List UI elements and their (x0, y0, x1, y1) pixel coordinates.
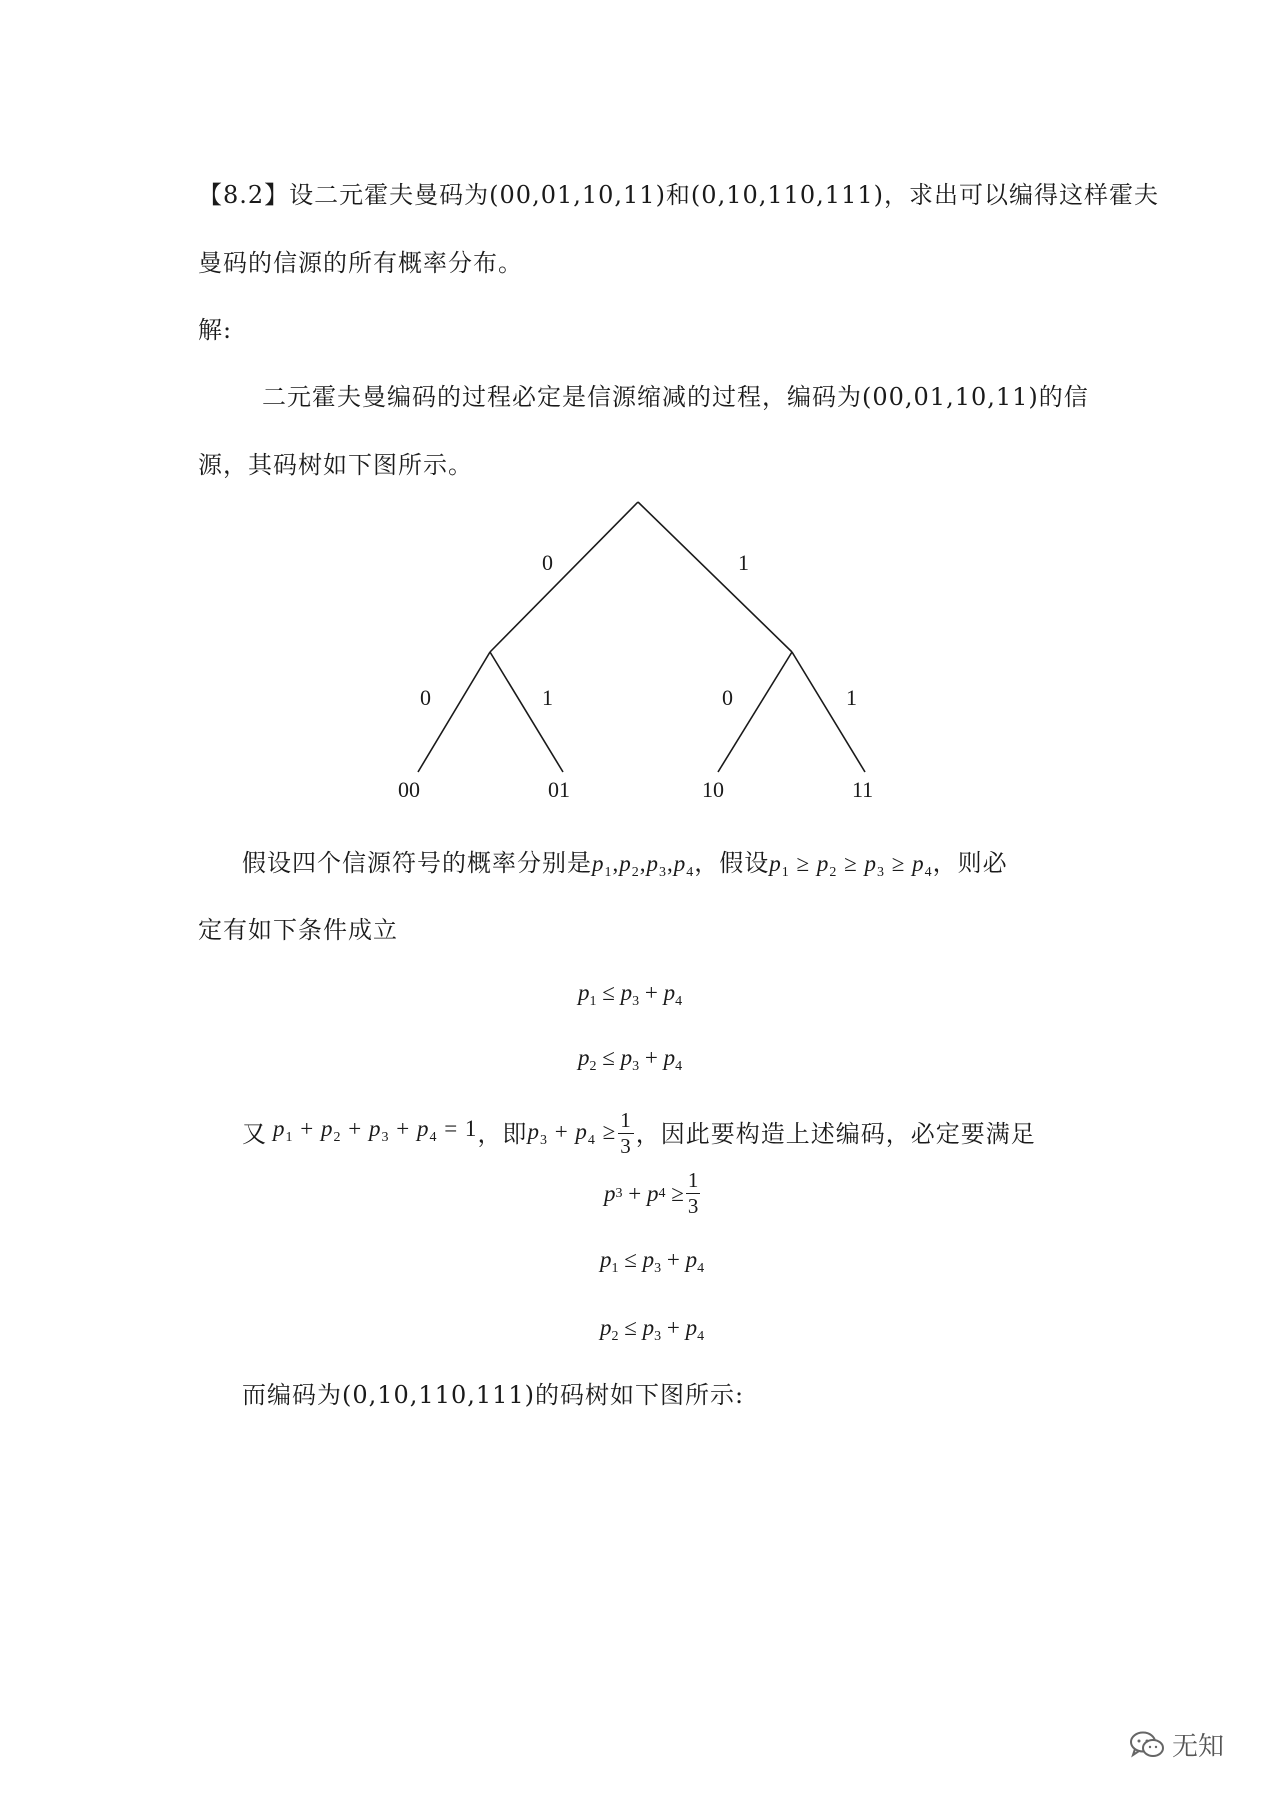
ordering-inequality: $p_1 \ge p_2 \ge p_3 \ge p_4$ (769, 851, 933, 880)
equation-p2-condition-2: $p_2 \le p_3 + p_4$ (600, 1315, 705, 1344)
para2-mid: ，假设 (694, 849, 770, 877)
para2-line-1 (242, 848, 1008, 888)
tree-edge-right-right (792, 652, 865, 772)
para2-intro: 假设四个信源符号的概率分别是 (242, 849, 592, 877)
para3-line (242, 1110, 1036, 1157)
tree-label-left-left: 0 (420, 685, 431, 710)
tree-label-right-left: 0 (722, 685, 733, 710)
solution-label: 解: (198, 316, 233, 344)
tree-edge-left-right (490, 652, 563, 772)
bound-inline: $p_3 + p_4$ ≥ $\frac{1}{3}$ (527, 1108, 632, 1158)
tree-label-top-left: 0 (542, 550, 553, 575)
problem-line-2: 曼码的信源的所有概率分布。 (198, 249, 523, 277)
equation-p1-condition: $p_1 \le p_3 + p_4$ (578, 980, 683, 1009)
tree-leaf-10: 10 (702, 777, 724, 802)
para1-line-2: 源，其码树如下图所示。 (198, 451, 473, 479)
tree-leaf-11: 11 (852, 777, 874, 802)
equation-p2-condition: $p_2 \le p_3 + p_4$ (578, 1045, 683, 1074)
tree-leaf-00: 00 (398, 777, 420, 802)
tree-leaf-01: 01 (548, 777, 570, 802)
tree-edge-right-left (718, 652, 792, 772)
para3-prefix: 又 (242, 1119, 267, 1148)
sum-equation: $p_1 + p_2 + p_3 + p_4 = 1$ (273, 1116, 478, 1145)
watermark-text: 无知 (1172, 1732, 1225, 1762)
tree-label-top-right: 1 (738, 550, 749, 575)
para4-line: 而编码为(0,10,110,111)的码树如下图所示: (242, 1381, 745, 1409)
para2-line-2: 定有如下条件成立 (198, 916, 398, 944)
para3-end: ，因此要构造上述编码，必定要满足 (635, 1119, 1036, 1148)
para3-mid: ，即 (477, 1119, 528, 1148)
probabilities-list: $p_1,p_2,p_3,p_4$ (592, 851, 695, 880)
watermark (1128, 1726, 1224, 1763)
tree-edge-root-left (490, 502, 638, 652)
tree-label-left-right: 1 (542, 685, 553, 710)
tree-edge-root-right (638, 502, 792, 652)
para1-line-1: 二元霍夫曼编码的过程必定是信源缩减的过程，编码为(00,01,10,11)的信 (262, 383, 1089, 411)
problem-line-1: 【8.2】设二元霍夫曼码为(00,01,10,11)和(0,10,110,111)，求出可以编得这样霍夫 (198, 181, 1159, 209)
equation-p1-condition-2: $p_1 \le p_3 + p_4$ (600, 1247, 705, 1276)
equation-bound: p 3 + p 4 ≥ $\frac{1}{3}$ (604, 1168, 699, 1218)
wechat-icon (1128, 1730, 1166, 1760)
tree-label-right-right: 1 (846, 685, 857, 710)
tree-edge-left-left (418, 652, 490, 772)
para2-end: ，则必 (932, 849, 1008, 877)
